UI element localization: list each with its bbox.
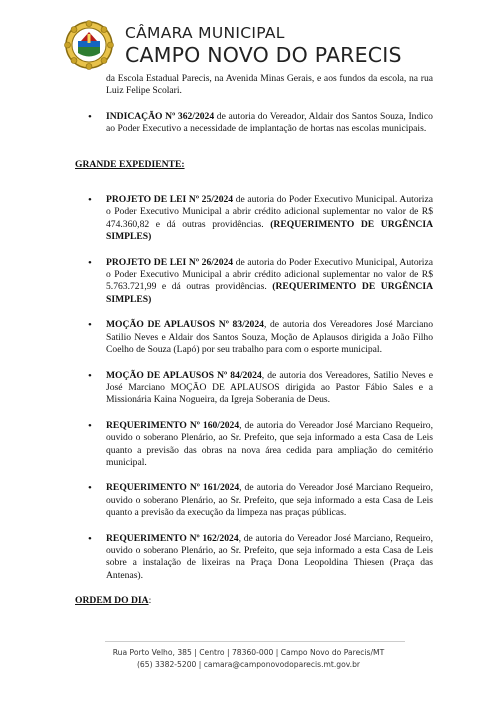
ordem-do-dia-label: ORDEM DO DIA — [75, 595, 149, 607]
item-title: REQUERIMENTO Nº 162/2024 — [106, 532, 239, 544]
list-item — [75, 194, 433, 244]
chamber-name: CÂMARA MUNICIPAL — [125, 24, 285, 42]
item-title: MOÇÃO DE APLAUSOS Nº 83/2024 — [106, 319, 264, 331]
list-item — [75, 420, 433, 470]
indicacao-text: de autoria do Vereador, Aldair dos Santos Souza, Indico ao Poder Executivo a necessidade de implantação de hortas nas escolas municipais. — [106, 110, 433, 135]
item-text: , de autoria do Vereador José Marciano, Requeiro, ouvido o soberano Plenário, ao Sr. Prefeito, que seja informado a esta Casa de Leis sobre a instalação de lixeiras na Praça Dona Leopoldina Thiesen (Praça das Antenas). — [106, 532, 434, 581]
item-title: MOÇÃO DE APLAUSOS Nº 84/2024 — [106, 369, 262, 381]
item-text: , de autoria dos Vereadores, Satilio Neves e José Marciano MOÇÃO DE APLAUSOS dirigida ao Pastor Fábio Sales e a Missionária Kaina Nogueira, da Igreja Soberania de Deus. — [106, 369, 433, 406]
item-text: de autoria do Poder Executivo Municipal. Autoriza o Poder Executivo Municipal a abrir crédito adicional suplementar no valor de R$ 474.360,82 e dá outras providências. — [106, 194, 433, 230]
indicacao-title: INDICAÇÃO Nº 362/2024 — [106, 110, 215, 122]
indicacao-item — [75, 111, 433, 136]
grande-expediente-heading: GRANDE EXPEDIENTE: — [75, 158, 185, 170]
item-text: , de autoria do Vereador José Marciano Requeiro, ouvido o soberano Plenário, ao Sr. Prefeito, que seja informado a esta Casa de Leis quanto a previsão da execução da limpeza nas praças públicas. — [106, 482, 433, 519]
list-item — [75, 257, 433, 307]
footer-contact: (65) 3382-5200 | camara@camponovodoparecis.mt.gov.br — [136, 660, 361, 669]
item-title: REQUERIMENTO Nº 160/2024 — [106, 419, 240, 431]
ordem-do-dia-colon: : — [148, 595, 152, 607]
list-item — [75, 370, 433, 407]
intro-paragraph: da Escola Estadual Parecis, na Avenida Minas Gerais, e aos fundos da escola, na rua Luiz Felipe Scolari. — [106, 73, 433, 97]
item-text: , de autoria do Vereador José Marciano Requeiro, ouvido o soberano Plenário, ao Sr. Prefeito, que seja informado a esta Casa de Leis quanto a previsão das obras na nova área cedida para ampliação do cemitério municipal. — [106, 419, 433, 468]
list-item — [75, 482, 433, 519]
ordem-do-dia-heading — [75, 595, 433, 607]
list-item — [75, 319, 433, 356]
footer-address: Rua Porto Velho, 385 | Centro | 78360-000 | Campo Novo do Parecis/MT — [112, 648, 385, 657]
municipal-seal-icon — [64, 20, 114, 70]
item-text: de autoria do Poder Executivo Municipal, Autoriza o Poder Executivo Municipal a abrir crédito adicional suplementar no valor de R$ 5.763.721,99 e dá outras providências. — [106, 256, 433, 293]
item-title: PROJETO DE LEI Nº 26/2024 — [106, 256, 234, 268]
list-item — [75, 533, 433, 583]
agenda-body — [75, 73, 433, 608]
footer-divider — [105, 641, 405, 642]
item-text: , de autoria dos Vereadores José Marciano Satilio Neves e Aldair dos Santos Souza, Moção de Aplausos dirigida a João Filho Coelho de Souza (Lapó) por seu trabalho para com o esporte municipal. — [106, 319, 433, 356]
item-urgency: (REQUERIMENTO DE URGÊNCIA SIMPLES) — [106, 218, 433, 243]
item-title: PROJETO DE LEI Nº 25/2024 — [106, 194, 234, 206]
item-title: REQUERIMENTO Nº 161/2024 — [106, 482, 240, 494]
city-name: CAMPO NOVO DO PARECIS — [125, 43, 402, 67]
item-urgency: (REQUERIMENTO DE URGÊNCIA SIMPLES) — [106, 281, 433, 305]
